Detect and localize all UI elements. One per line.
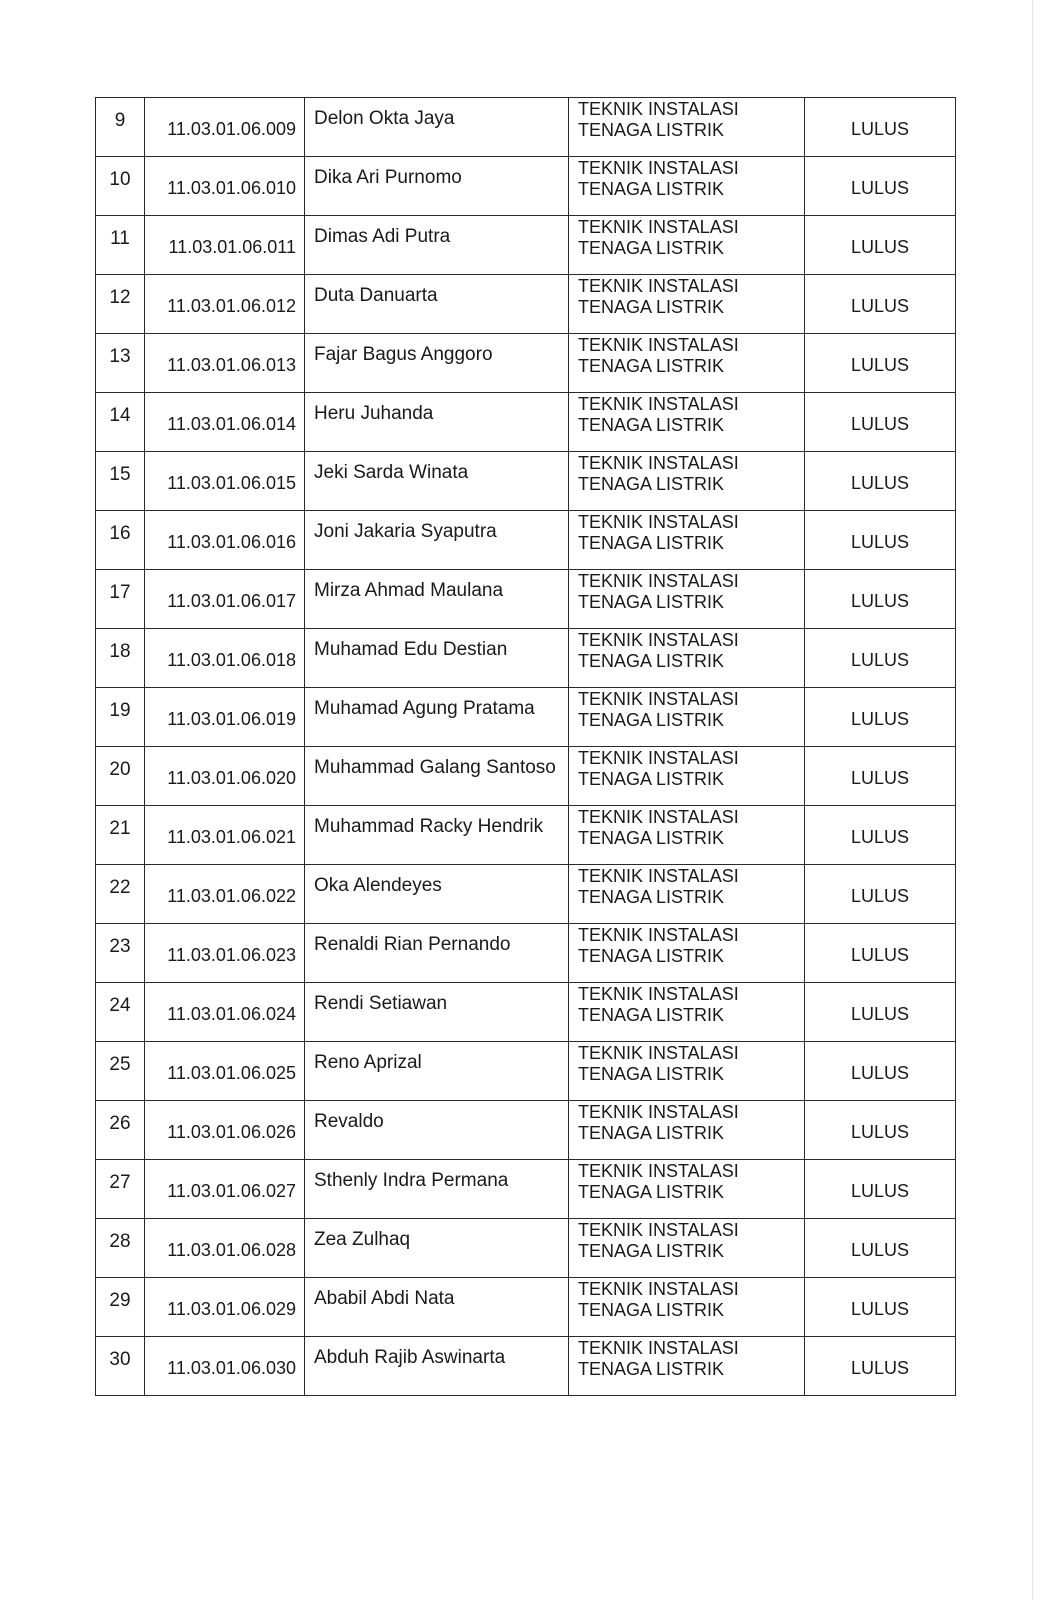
- student-name-cell: Mirza Ahmad Maulana: [305, 570, 569, 629]
- table-row: [96, 1337, 956, 1396]
- table-row: [96, 983, 956, 1042]
- student-name-cell: Muhamad Agung Pratama: [305, 688, 569, 747]
- row-number-cell: 17: [96, 570, 145, 629]
- student-id-cell: 11.03.01.06.025: [145, 1042, 305, 1101]
- study-program-cell: [569, 511, 805, 570]
- study-program-cell: [569, 1278, 805, 1337]
- study-program-line2: TENAGA LISTRIK: [578, 887, 725, 907]
- student-name-cell: Duta Danuarta: [305, 275, 569, 334]
- study-program-line1: TEKNIK INSTALASI: [578, 630, 739, 650]
- table-row: [96, 688, 956, 747]
- study-program-line1: TEKNIK INSTALASI: [578, 748, 739, 768]
- row-number-cell: 13: [96, 334, 145, 393]
- study-program-line2: TENAGA LISTRIK: [578, 651, 725, 671]
- study-program-line2: TENAGA LISTRIK: [578, 179, 725, 199]
- table-row: [96, 452, 956, 511]
- student-id-cell: 11.03.01.06.029: [145, 1278, 305, 1337]
- study-program-line1: TEKNIK INSTALASI: [578, 1279, 739, 1299]
- graduation-status-cell: LULUS: [805, 157, 956, 216]
- student-id-cell: 11.03.01.06.027: [145, 1160, 305, 1219]
- study-program-line1: TEKNIK INSTALASI: [578, 1338, 739, 1358]
- graduation-status-cell: LULUS: [805, 629, 956, 688]
- study-program-line2: TENAGA LISTRIK: [578, 710, 725, 730]
- row-number-cell: 28: [96, 1219, 145, 1278]
- study-program-line2: TENAGA LISTRIK: [578, 1359, 725, 1379]
- study-program-line2: TENAGA LISTRIK: [578, 828, 725, 848]
- study-program-cell: [569, 924, 805, 983]
- student-name-cell: Reno Aprizal: [305, 1042, 569, 1101]
- row-number-cell: 15: [96, 452, 145, 511]
- student-id-cell: 11.03.01.06.026: [145, 1101, 305, 1160]
- student-id-cell: 11.03.01.06.016: [145, 511, 305, 570]
- row-number-cell: 27: [96, 1160, 145, 1219]
- table-row: [96, 1160, 956, 1219]
- study-program-line2: TENAGA LISTRIK: [578, 1241, 725, 1261]
- row-number-cell: 16: [96, 511, 145, 570]
- table-row: [96, 1101, 956, 1160]
- graduation-status-cell: LULUS: [805, 98, 956, 157]
- student-name-cell: Renaldi Rian Pernando: [305, 924, 569, 983]
- study-program-line1: TEKNIK INSTALASI: [578, 1220, 739, 1240]
- row-number-cell: 24: [96, 983, 145, 1042]
- row-number-cell: 29: [96, 1278, 145, 1337]
- study-program-line1: TEKNIK INSTALASI: [578, 276, 739, 296]
- table-row: [96, 98, 956, 157]
- row-number-cell: 22: [96, 865, 145, 924]
- study-program-cell: [569, 1101, 805, 1160]
- table-row: [96, 1042, 956, 1101]
- student-name-cell: Dimas Adi Putra: [305, 216, 569, 275]
- student-name-cell: Fajar Bagus Anggoro: [305, 334, 569, 393]
- graduation-status-cell: LULUS: [805, 865, 956, 924]
- graduation-results-table: [95, 97, 956, 1396]
- graduation-status-cell: LULUS: [805, 275, 956, 334]
- study-program-line2: TENAGA LISTRIK: [578, 356, 725, 376]
- study-program-line1: TEKNIK INSTALASI: [578, 394, 739, 414]
- table-row: [96, 747, 956, 806]
- graduation-status-cell: LULUS: [805, 334, 956, 393]
- study-program-line1: TEKNIK INSTALASI: [578, 984, 739, 1004]
- study-program-line2: TENAGA LISTRIK: [578, 592, 725, 612]
- row-number-cell: 21: [96, 806, 145, 865]
- student-name-cell: Heru Juhanda: [305, 393, 569, 452]
- student-id-cell: 11.03.01.06.021: [145, 806, 305, 865]
- table-row: [96, 865, 956, 924]
- study-program-cell: [569, 747, 805, 806]
- study-program-cell: [569, 393, 805, 452]
- row-number-cell: 19: [96, 688, 145, 747]
- study-program-cell: [569, 1042, 805, 1101]
- study-program-line1: TEKNIK INSTALASI: [578, 1102, 739, 1122]
- graduation-status-cell: LULUS: [805, 1042, 956, 1101]
- student-name-cell: Sthenly Indra Permana: [305, 1160, 569, 1219]
- student-name-cell: Muhamad Edu Destian: [305, 629, 569, 688]
- row-number-cell: 18: [96, 629, 145, 688]
- study-program-line2: TENAGA LISTRIK: [578, 415, 725, 435]
- student-id-cell: 11.03.01.06.020: [145, 747, 305, 806]
- table-row: [96, 393, 956, 452]
- study-program-cell: [569, 983, 805, 1042]
- row-number-cell: 12: [96, 275, 145, 334]
- student-id-cell: 11.03.01.06.015: [145, 452, 305, 511]
- student-name-cell: Abduh Rajib Aswinarta: [305, 1337, 569, 1396]
- row-number-cell: 26: [96, 1101, 145, 1160]
- study-program-line2: TENAGA LISTRIK: [578, 769, 725, 789]
- study-program-line1: TEKNIK INSTALASI: [578, 158, 739, 178]
- student-id-cell: 11.03.01.06.011: [145, 216, 305, 275]
- student-name-cell: Muhammad Racky Hendrik: [305, 806, 569, 865]
- graduation-status-cell: LULUS: [805, 452, 956, 511]
- student-id-cell: 11.03.01.06.010: [145, 157, 305, 216]
- student-id-cell: 11.03.01.06.012: [145, 275, 305, 334]
- study-program-line1: TEKNIK INSTALASI: [578, 512, 739, 532]
- table-row: [96, 334, 956, 393]
- student-name-cell: Oka Alendeyes: [305, 865, 569, 924]
- graduation-status-cell: LULUS: [805, 1278, 956, 1337]
- student-id-cell: 11.03.01.06.017: [145, 570, 305, 629]
- row-number-cell: 14: [96, 393, 145, 452]
- study-program-cell: [569, 1160, 805, 1219]
- study-program-line1: TEKNIK INSTALASI: [578, 925, 739, 945]
- graduation-status-cell: LULUS: [805, 806, 956, 865]
- study-program-line1: TEKNIK INSTALASI: [578, 453, 739, 473]
- study-program-cell: [569, 1219, 805, 1278]
- student-name-cell: Delon Okta Jaya: [305, 98, 569, 157]
- study-program-line1: TEKNIK INSTALASI: [578, 1043, 739, 1063]
- student-name-cell: Jeki Sarda Winata: [305, 452, 569, 511]
- study-program-cell: [569, 1337, 805, 1396]
- study-program-cell: [569, 688, 805, 747]
- student-id-cell: 11.03.01.06.014: [145, 393, 305, 452]
- student-id-cell: 11.03.01.06.009: [145, 98, 305, 157]
- study-program-cell: [569, 806, 805, 865]
- graduation-status-cell: LULUS: [805, 1219, 956, 1278]
- student-id-cell: 11.03.01.06.013: [145, 334, 305, 393]
- study-program-cell: [569, 275, 805, 334]
- table-row: [96, 275, 956, 334]
- table-row: [96, 570, 956, 629]
- study-program-line2: TENAGA LISTRIK: [578, 238, 725, 258]
- student-id-cell: 11.03.01.06.028: [145, 1219, 305, 1278]
- student-id-cell: 11.03.01.06.030: [145, 1337, 305, 1396]
- graduation-status-cell: LULUS: [805, 1160, 956, 1219]
- study-program-line1: TEKNIK INSTALASI: [578, 571, 739, 591]
- row-number-cell: 11: [96, 216, 145, 275]
- study-program-line2: TENAGA LISTRIK: [578, 1123, 725, 1143]
- student-name-cell: Ababil Abdi Nata: [305, 1278, 569, 1337]
- study-program-line1: TEKNIK INSTALASI: [578, 335, 739, 355]
- study-program-cell: [569, 629, 805, 688]
- graduation-status-cell: LULUS: [805, 1337, 956, 1396]
- student-id-cell: 11.03.01.06.024: [145, 983, 305, 1042]
- page-edge-shadow: [1032, 0, 1033, 1600]
- graduation-status-cell: LULUS: [805, 924, 956, 983]
- study-program-line2: TENAGA LISTRIK: [578, 533, 725, 553]
- study-program-line1: TEKNIK INSTALASI: [578, 217, 739, 237]
- study-program-cell: [569, 98, 805, 157]
- graduation-status-cell: LULUS: [805, 1101, 956, 1160]
- graduation-status-cell: LULUS: [805, 570, 956, 629]
- study-program-cell: [569, 865, 805, 924]
- study-program-line2: TENAGA LISTRIK: [578, 297, 725, 317]
- row-number-cell: 10: [96, 157, 145, 216]
- student-name-cell: Joni Jakaria Syaputra: [305, 511, 569, 570]
- student-name-cell: Dika Ari Purnomo: [305, 157, 569, 216]
- study-program-cell: [569, 334, 805, 393]
- study-program-line2: TENAGA LISTRIK: [578, 474, 725, 494]
- student-name-cell: Rendi Setiawan: [305, 983, 569, 1042]
- student-name-cell: Zea Zulhaq: [305, 1219, 569, 1278]
- study-program-line2: TENAGA LISTRIK: [578, 120, 725, 140]
- table-row: [96, 216, 956, 275]
- row-number-cell: 20: [96, 747, 145, 806]
- study-program-line1: TEKNIK INSTALASI: [578, 807, 739, 827]
- graduation-status-cell: LULUS: [805, 511, 956, 570]
- table-row: [96, 1219, 956, 1278]
- graduation-status-cell: LULUS: [805, 216, 956, 275]
- results-table-body: [96, 98, 956, 1396]
- study-program-line1: TEKNIK INSTALASI: [578, 1161, 739, 1181]
- study-program-line1: TEKNIK INSTALASI: [578, 689, 739, 709]
- table-row: [96, 806, 956, 865]
- row-number-cell: 23: [96, 924, 145, 983]
- table-row: [96, 924, 956, 983]
- study-program-cell: [569, 157, 805, 216]
- graduation-status-cell: LULUS: [805, 393, 956, 452]
- study-program-line2: TENAGA LISTRIK: [578, 1064, 725, 1084]
- study-program-line2: TENAGA LISTRIK: [578, 1182, 725, 1202]
- study-program-line2: TENAGA LISTRIK: [578, 1005, 725, 1025]
- study-program-line2: TENAGA LISTRIK: [578, 1300, 725, 1320]
- row-number-cell: 30: [96, 1337, 145, 1396]
- study-program-cell: [569, 216, 805, 275]
- student-id-cell: 11.03.01.06.022: [145, 865, 305, 924]
- row-number-cell: 9: [96, 98, 145, 157]
- student-id-cell: 11.03.01.06.018: [145, 629, 305, 688]
- study-program-line2: TENAGA LISTRIK: [578, 946, 725, 966]
- graduation-status-cell: LULUS: [805, 688, 956, 747]
- study-program-cell: [569, 452, 805, 511]
- study-program-cell: [569, 570, 805, 629]
- student-name-cell: Muhammad Galang Santoso: [305, 747, 569, 806]
- study-program-line1: TEKNIK INSTALASI: [578, 866, 739, 886]
- table-row: [96, 629, 956, 688]
- student-id-cell: 11.03.01.06.023: [145, 924, 305, 983]
- table-row: [96, 511, 956, 570]
- row-number-cell: 25: [96, 1042, 145, 1101]
- student-name-cell: Revaldo: [305, 1101, 569, 1160]
- study-program-line1: TEKNIK INSTALASI: [578, 99, 739, 119]
- table-row: [96, 1278, 956, 1337]
- graduation-status-cell: LULUS: [805, 747, 956, 806]
- student-id-cell: 11.03.01.06.019: [145, 688, 305, 747]
- graduation-status-cell: LULUS: [805, 983, 956, 1042]
- table-row: [96, 157, 956, 216]
